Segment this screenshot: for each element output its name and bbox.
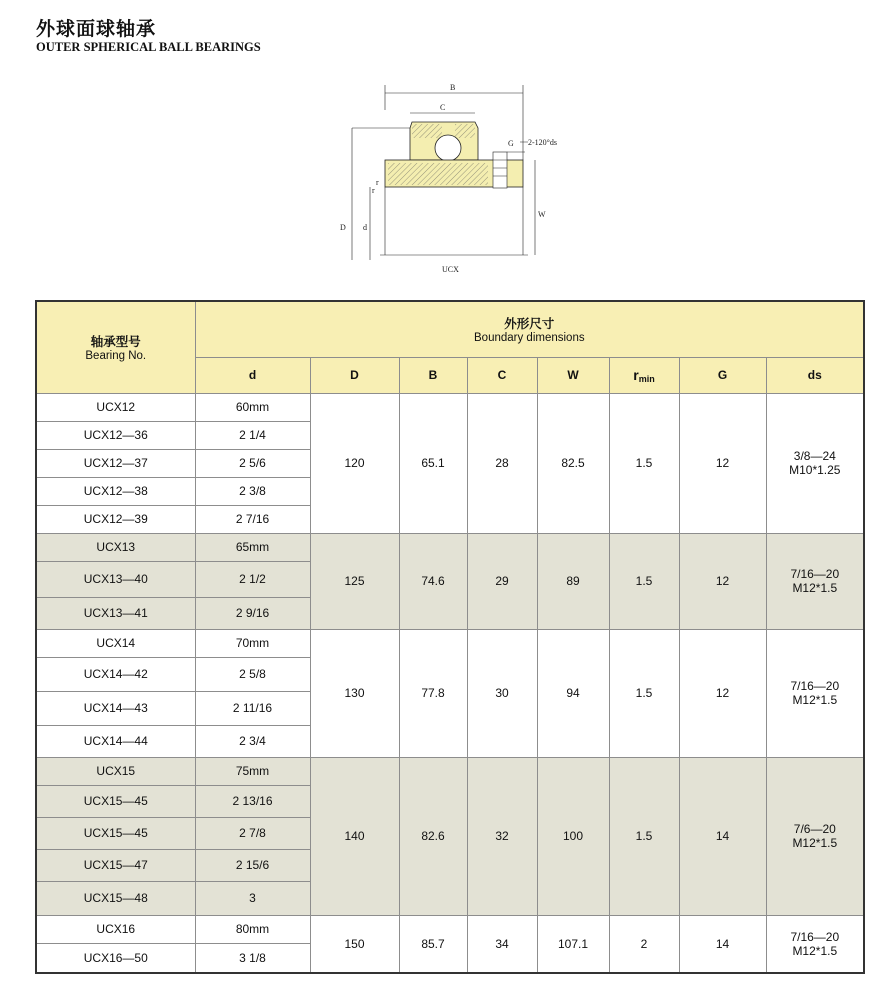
cell-d: 3 — [195, 881, 310, 915]
cell-r: 1.5 — [609, 757, 679, 915]
cell-r: 1.5 — [609, 393, 679, 533]
cell-D: 140 — [310, 757, 399, 915]
label-d: d — [363, 223, 367, 232]
cell-W: 94 — [537, 629, 609, 757]
cell-r: 2 — [609, 915, 679, 973]
cell-G: 12 — [679, 533, 766, 629]
cell-bearing-no: UCX15—48 — [36, 881, 195, 915]
cell-bearing-no: UCX16 — [36, 915, 195, 943]
cell-D: 125 — [310, 533, 399, 629]
cell-C: 29 — [467, 533, 537, 629]
table-row — [36, 533, 864, 561]
label-C: C — [440, 103, 446, 112]
table-row — [36, 915, 864, 943]
cell-d: 2 7/16 — [195, 505, 310, 533]
col-header-d: d — [195, 357, 310, 393]
cell-D: 150 — [310, 915, 399, 973]
label-r-1: r — [376, 178, 379, 187]
cell-bearing-no: UCX13 — [36, 533, 195, 561]
cell-d: 75mm — [195, 757, 310, 785]
cell-bearing-no: UCX15—47 — [36, 849, 195, 881]
cell-B: 85.7 — [399, 915, 467, 973]
col-header-r-sub: min — [638, 373, 655, 384]
cell-d: 2 15/6 — [195, 849, 310, 881]
label-B: B — [450, 83, 456, 92]
cell-G: 14 — [679, 915, 766, 973]
cell-d: 2 3/8 — [195, 477, 310, 505]
cell-W: 82.5 — [537, 393, 609, 533]
cell-d: 65mm — [195, 533, 310, 561]
cell-W: 89 — [537, 533, 609, 629]
cell-ds — [766, 915, 864, 973]
boundary-dimensions-table — [35, 300, 865, 974]
cell-bearing-no: UCX13—40 — [36, 561, 195, 597]
cell-ds — [766, 629, 864, 757]
cell-ds-thread: 7/16—20 — [790, 929, 840, 944]
cell-D: 130 — [310, 629, 399, 757]
cell-bearing-no: UCX15—45 — [36, 817, 195, 849]
cell-bearing-no: UCX12—36 — [36, 421, 195, 449]
cell-r: 1.5 — [609, 533, 679, 629]
col-header-G: G — [679, 357, 766, 393]
table-row — [36, 757, 864, 785]
cell-B: 82.6 — [399, 757, 467, 915]
cell-bearing-no: UCX12 — [36, 393, 195, 421]
page-title-en: OUTER SPHERICAL BALL BEARINGS — [36, 40, 261, 54]
cell-d: 2 9/16 — [195, 597, 310, 629]
header-bearing-no-cn: 轴承型号 — [90, 335, 141, 350]
cell-bearing-no: UCX14 — [36, 629, 195, 657]
cell-B: 65.1 — [399, 393, 467, 533]
header-bearing-no-en: Bearing No. — [85, 350, 147, 363]
cell-d: 2 11/16 — [195, 691, 310, 725]
header-dims-en: Boundary dimensions — [474, 332, 585, 345]
header-dims-cn: 外形尺寸 — [504, 317, 555, 332]
cell-ds-metric: M12*1.5 — [792, 836, 838, 850]
cell-d: 2 7/8 — [195, 817, 310, 849]
col-header-W: W — [537, 357, 609, 393]
cell-W: 100 — [537, 757, 609, 915]
col-header-r-min — [609, 357, 679, 393]
cell-C: 30 — [467, 629, 537, 757]
cell-d: 2 1/2 — [195, 561, 310, 597]
cell-ds-thread: 3/8—24 — [793, 449, 836, 463]
header-bearing-no — [36, 301, 195, 393]
cell-bearing-no: UCX16—50 — [36, 943, 195, 973]
cell-B: 74.6 — [399, 533, 467, 629]
cell-d: 80mm — [195, 915, 310, 943]
cell-G: 12 — [679, 393, 766, 533]
cell-C: 32 — [467, 757, 537, 915]
header-boundary-dimensions — [195, 301, 864, 357]
label-D: D — [340, 223, 346, 232]
table-row — [36, 393, 864, 421]
cell-ds-metric: M12*1.5 — [792, 581, 838, 595]
diagram-caption: UCX — [442, 265, 459, 274]
cell-ds — [766, 757, 864, 915]
cell-bearing-no: UCX14—43 — [36, 691, 195, 725]
cell-C: 34 — [467, 915, 537, 973]
cell-bearing-no: UCX14—44 — [36, 725, 195, 757]
cell-C: 28 — [467, 393, 537, 533]
cell-ds-metric: M12*1.5 — [792, 693, 838, 707]
cell-d: 2 3/4 — [195, 725, 310, 757]
cell-d: 2 5/6 — [195, 449, 310, 477]
col-header-C: C — [467, 357, 537, 393]
cell-d: 2 13/16 — [195, 785, 310, 817]
bearing-diagram — [330, 80, 570, 280]
cell-ds — [766, 533, 864, 629]
cell-bearing-no: UCX13—41 — [36, 597, 195, 629]
cell-bearing-no: UCX12—39 — [36, 505, 195, 533]
label-G: G — [508, 139, 514, 148]
cell-ds-thread: 7/16—20 — [790, 567, 840, 581]
cell-G: 14 — [679, 757, 766, 915]
cell-W: 107.1 — [537, 915, 609, 973]
page-title-cn: 外球面球轴承 — [36, 18, 157, 40]
cell-ds-thread: 7/16—20 — [790, 679, 840, 693]
cell-bearing-no: UCX14—42 — [36, 657, 195, 691]
cell-bearing-no: UCX15 — [36, 757, 195, 785]
col-header-r: r — [633, 366, 639, 383]
cell-G: 12 — [679, 629, 766, 757]
cell-bearing-no: UCX12—37 — [36, 449, 195, 477]
cell-bearing-no: UCX12—38 — [36, 477, 195, 505]
label-ds: 2-120°ds — [528, 138, 557, 147]
cell-ds — [766, 393, 864, 533]
cell-r: 1.5 — [609, 629, 679, 757]
cell-ds-metric: M12*1.5 — [792, 943, 838, 958]
cell-ds-thread: 7/6—20 — [793, 822, 836, 836]
cell-d: 70mm — [195, 629, 310, 657]
label-W: W — [538, 210, 546, 219]
cell-bearing-no: UCX15—45 — [36, 785, 195, 817]
cell-B: 77.8 — [399, 629, 467, 757]
col-header-D: D — [310, 357, 399, 393]
cell-d: 3 1/8 — [195, 943, 310, 973]
col-header-B: B — [399, 357, 467, 393]
col-header-ds: ds — [766, 357, 864, 393]
cell-d: 2 1/4 — [195, 421, 310, 449]
cell-d: 60mm — [195, 393, 310, 421]
cell-D: 120 — [310, 393, 399, 533]
cell-d: 2 5/8 — [195, 657, 310, 691]
label-r-2: r — [372, 186, 375, 195]
cell-ds-metric: M10*1.25 — [789, 463, 841, 477]
table-row — [36, 629, 864, 657]
